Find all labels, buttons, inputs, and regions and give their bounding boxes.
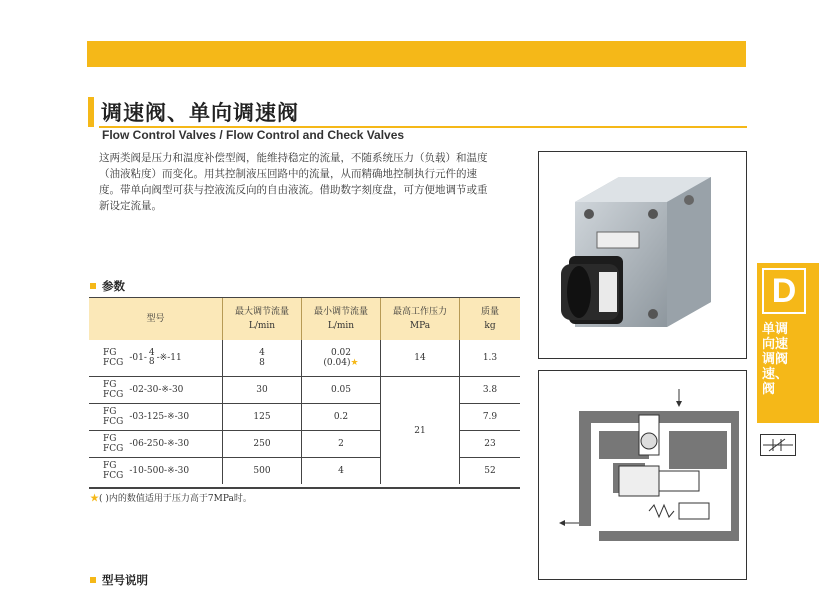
page-subtitle: Flow Control Valves / Flow Control and Check Valves [102, 128, 405, 142]
max-flow-cell: 30 [223, 377, 302, 404]
star-icon: ★ [90, 494, 100, 504]
model-suffix: -02-30-※-30 [129, 385, 184, 395]
min-flow-cell: 0.05 [302, 377, 381, 404]
max-flow-value: 4 [259, 348, 265, 358]
model-fcg: FCG [103, 444, 124, 454]
model-fcg: FCG [103, 390, 124, 400]
header-pressure [381, 298, 460, 340]
model-fg: FG [103, 380, 117, 390]
product-photo [538, 151, 747, 359]
chapter-letter: D [762, 268, 806, 314]
header-min-flow-label: 最小调节流量 [313, 307, 368, 317]
fraction-bottom: 8 [148, 357, 155, 367]
category-header-bar [87, 41, 746, 67]
header-model: 型号 [89, 298, 223, 340]
mass-cell: 3.8 [460, 377, 521, 404]
page-title: 调速阀、单向调速阀 [101, 101, 299, 125]
table-footnote [90, 491, 252, 504]
valve-photo-icon [539, 152, 746, 358]
section-params-label: 参数 [102, 279, 125, 293]
header-pressure-unit: MPa [409, 321, 431, 331]
model-suffix-tail: -※-11 [156, 353, 182, 363]
chapter-label: 单调向速调阀速、阀 [762, 322, 789, 397]
model-fg: FG [103, 461, 117, 471]
mass-cell: 7.9 [460, 404, 521, 431]
flow-control-symbol-icon [760, 434, 796, 456]
model-cell [89, 431, 223, 458]
min-flow-value-alt: (0.04) [323, 358, 351, 368]
header-min-flow-unit: L/min [327, 321, 355, 331]
model-suffix: -01- [129, 353, 147, 363]
mass-cell: 23 [460, 431, 521, 458]
model-cell [89, 404, 223, 431]
header-min-flow [302, 298, 381, 340]
header-mass [460, 298, 521, 340]
title-accent-mark [88, 97, 94, 127]
min-flow-cell: 0.2 [302, 404, 381, 431]
section-bullet [90, 577, 96, 583]
model-suffix: -10-500-※-30 [129, 466, 190, 476]
header-mass-label: 质量 [480, 307, 499, 317]
model-cell [89, 377, 223, 404]
min-flow-value: 0.02 [330, 348, 352, 358]
max-flow-cell [223, 340, 302, 377]
category-title: 流量控制阀 [716, 7, 811, 27]
hydraulic-circuit-diagram [538, 370, 747, 580]
section-bullet [90, 283, 96, 289]
pressure-cell-merged: 21 [381, 377, 460, 485]
model-cell [89, 340, 223, 377]
max-flow-cell: 500 [223, 458, 302, 485]
header-pressure-label: 最高工作压力 [392, 307, 447, 317]
model-fcg: FCG [103, 358, 124, 368]
header-max-flow-label: 最大调节流量 [234, 307, 289, 317]
max-flow-cell: 250 [223, 431, 302, 458]
table-bottom-rule [89, 487, 520, 489]
min-flow-cell: 4 [302, 458, 381, 485]
model-fcg: FCG [103, 471, 124, 481]
mass-cell: 1.3 [460, 340, 521, 377]
model-cell [89, 458, 223, 485]
valve-section-diagram-icon [539, 371, 746, 579]
model-fg: FG [103, 348, 117, 358]
description-text: 这两类阀是压力和温度补偿型阀，能维持稳定的流量，不随系统压力（负载）和温度（油液粘度）而变化。用其控制液压回路中的流量，从而精确地控制执行元件的速度。带单向阀型可获与控液流反向的自由液流。借助数字刻度盘，可方便地调节或重新设定流量。 [99, 152, 488, 212]
table-row [89, 340, 520, 377]
throttle-symbol-icon [761, 435, 795, 455]
parameters-table [89, 298, 520, 484]
mass-cell: 52 [460, 458, 521, 485]
pressure-cell: 14 [381, 340, 460, 377]
header-max-flow [223, 298, 302, 340]
header-max-flow-unit: L/min [248, 321, 276, 331]
model-fg: FG [103, 407, 117, 417]
section-model-desc-label: 型号说明 [102, 573, 148, 587]
footnote-text: ( )内的数值适用于压力高于7MPa时。 [99, 494, 252, 504]
model-size-fraction [149, 349, 155, 367]
min-flow-cell [302, 340, 381, 377]
min-flow-cell: 2 [302, 431, 381, 458]
model-fcg: FCG [103, 417, 124, 427]
max-flow-cell: 125 [223, 404, 302, 431]
header-mass-unit: kg [484, 321, 496, 331]
model-suffix: -06-250-※-30 [129, 439, 190, 449]
table-row [89, 377, 520, 404]
max-flow-value-alt: 8 [259, 358, 265, 368]
model-suffix: -03-125-※-30 [129, 412, 190, 422]
star-icon: ★ [350, 358, 359, 368]
fraction-top: 4 [148, 348, 155, 358]
model-fg: FG [103, 434, 117, 444]
